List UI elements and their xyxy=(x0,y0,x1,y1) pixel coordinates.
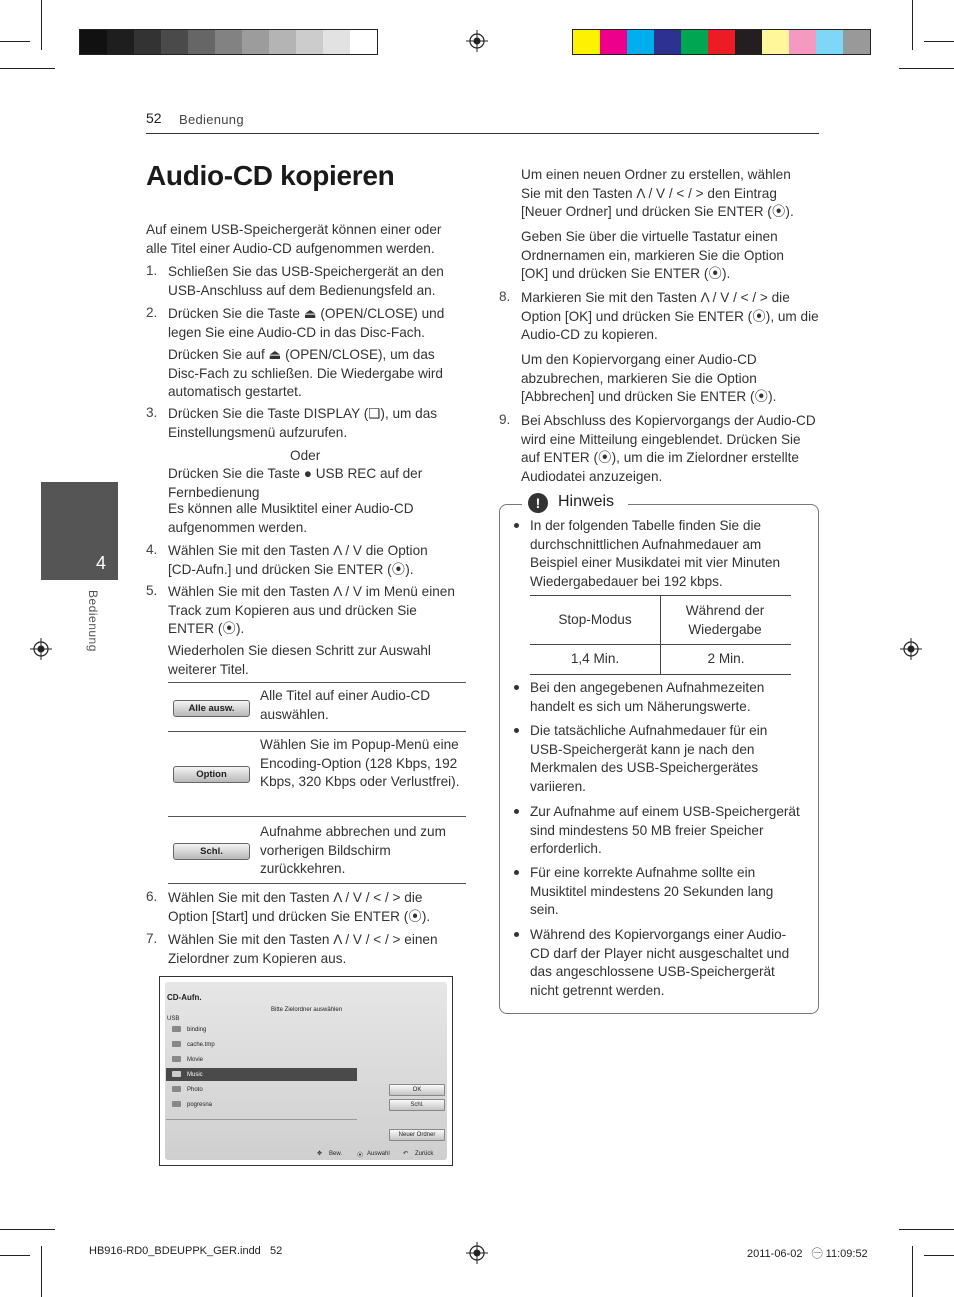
crop-mark xyxy=(0,68,55,69)
print-date: 2011-06-02 ㊀ 11:09:52 xyxy=(747,1248,868,1260)
chapter-number: 4 xyxy=(95,553,106,573)
folder-icon xyxy=(172,1071,181,1077)
step-subtext: Drücken Sie auf ⏏ (OPEN/CLOSE), um das Disc-Fach zu schließen. Die Wiedergabe wird automatisch gestartet. xyxy=(168,347,443,400)
step-number: 6. xyxy=(146,889,158,904)
registration-mark-icon xyxy=(466,1242,488,1264)
usb-root-label: USB xyxy=(167,1016,180,1022)
folder-item[interactable]: Photo xyxy=(187,1087,203,1093)
folder-icon xyxy=(172,1086,181,1092)
color-swatch xyxy=(600,30,627,54)
table-header: Stop-Modus xyxy=(558,612,632,627)
color-swatch xyxy=(80,30,107,54)
screenshot-panel xyxy=(165,982,447,1160)
color-swatch xyxy=(215,30,242,54)
bullet xyxy=(514,870,519,875)
option-row xyxy=(168,682,466,731)
enter-icon: ⦿ xyxy=(357,1153,364,1159)
step-number: 2. xyxy=(146,305,158,320)
step-text: Wählen Sie mit den Tasten Λ / V / < / > einen Zielordner zum Kopieren aus. xyxy=(168,932,438,966)
step-subtext: Geben Sie über die virtuelle Tastatur einen Ordnernamen ein, markieren Sie die Option [OK] und drücken Sie ENTER (⦿). xyxy=(521,229,784,282)
close-button[interactable]: Schl. xyxy=(389,1099,445,1111)
step-text: Schließen Sie das USB-Speichergerät an den USB-Anschluss auf dem Bedienungsfeld an. xyxy=(168,264,444,298)
table-cell: 1,4 Min. xyxy=(570,651,620,666)
color-swatch xyxy=(323,30,350,54)
back-hint: Zurück xyxy=(415,1151,434,1157)
chapter-tab xyxy=(41,482,118,580)
option-description: Alle Titel auf einer Audio-CD auswählen. xyxy=(260,688,431,722)
step-text: Drücken Sie die Taste DISPLAY (❑), um das Einstellungsmenü aufzurufen. xyxy=(168,406,438,440)
note-item: Während des Kopiervorgangs einer Audio-CD darf der Player nicht ausgeschaltet und das angeschlossene USB-Speichergerät nicht getrennt werden. xyxy=(530,927,790,998)
bullet xyxy=(514,523,519,528)
file-info: HB916-RD0_BDEUPPK_GER.indd 52 xyxy=(89,1245,283,1257)
color-swatch xyxy=(816,30,843,54)
folder-icon xyxy=(172,1026,181,1032)
color-swatch xyxy=(708,30,735,54)
color-swatch xyxy=(654,30,681,54)
folder-icon xyxy=(172,1041,181,1047)
step-text: Wählen Sie mit den Tasten Λ / V / < / > die Option [Start] und drücken Sie ENTER (⦿). xyxy=(168,890,431,924)
step-subtext: Wiederholen Sie diesen Schritt zur Auswahl weiterer Titel. xyxy=(168,643,431,677)
header-rule xyxy=(146,133,819,134)
color-swatch xyxy=(296,30,323,54)
bullet xyxy=(514,809,519,814)
crop-mark xyxy=(912,1246,913,1297)
crop-mark xyxy=(899,68,954,69)
folder-item[interactable]: Music xyxy=(187,1072,203,1078)
color-swatch xyxy=(188,30,215,54)
color-swatch xyxy=(573,30,600,54)
step-number: 9. xyxy=(499,412,511,427)
note-heading xyxy=(522,491,628,515)
select-all-button[interactable]: Alle ausw. xyxy=(173,700,250,717)
table-cell: 2 Min. xyxy=(707,651,745,666)
option-row xyxy=(168,816,466,884)
step-number: 3. xyxy=(146,405,158,420)
move-icon: ✥ xyxy=(317,1151,323,1157)
option-description: Aufnahme abbrechen und zum vorherigen Bildschirm zurückkehren. xyxy=(260,824,446,877)
close-button[interactable]: Schl. xyxy=(173,843,250,860)
intro-text: Auf einem USB-Speichergerät können einer oder alle Titel einer Audio-CD aufgenommen werden. xyxy=(146,222,442,256)
note-title: Hinweis xyxy=(558,493,615,510)
crop-mark xyxy=(924,41,954,42)
color-swatch xyxy=(269,30,296,54)
color-swatch xyxy=(762,30,789,54)
step-subtext: Um einen neuen Ordner zu erstellen, wählen Sie mit den Tasten Λ / V / < / > den Eintrag [Neuer Ordner] und drücken Sie ENTER (⦿). xyxy=(521,167,794,220)
registration-mark-icon xyxy=(900,638,922,660)
chapter-label: Bedienung xyxy=(86,590,100,652)
bullet xyxy=(514,932,519,937)
bullet xyxy=(514,728,519,733)
crop-mark xyxy=(41,1246,42,1297)
new-folder-button[interactable]: Neuer Ordner xyxy=(389,1129,445,1141)
crop-mark xyxy=(899,1229,954,1230)
page-title: Audio-CD kopieren xyxy=(146,160,395,191)
step-text: Drücken Sie die Taste ⏏ (OPEN/CLOSE) und legen Sie eine Audio-CD in das Disc-Fach. xyxy=(168,306,445,340)
crop-mark xyxy=(0,41,30,42)
screen-subtitle: Bitte Zielordner auswählen xyxy=(271,1007,343,1013)
folder-item[interactable]: binding xyxy=(187,1027,207,1033)
crop-mark xyxy=(924,1255,954,1256)
folder-item[interactable]: Movie xyxy=(187,1057,204,1063)
color-swatch xyxy=(789,30,816,54)
select-hint: Auswahl xyxy=(367,1151,390,1157)
step-number: 7. xyxy=(146,931,158,946)
color-swatch xyxy=(681,30,708,54)
color-swatch xyxy=(350,30,377,54)
step-text: Bei Abschluss des Kopiervorgangs der Audio-CD wird eine Mitteilung eingeblendet. Drücken Sie auf ENTER (⦿), um die im Zielordner erstellte Audiodatei anzuzeigen. xyxy=(521,413,816,484)
step-number: 8. xyxy=(499,289,511,304)
folder-item[interactable]: pogresna xyxy=(187,1102,213,1108)
crop-mark xyxy=(912,0,913,50)
warning-icon: ! xyxy=(528,493,548,513)
move-hint: Bew. xyxy=(329,1151,343,1157)
color-swatch xyxy=(242,30,269,54)
color-swatch xyxy=(843,30,870,54)
grayscale-bar xyxy=(79,29,378,55)
step-subtext: Um den Kopiervorgang einer Audio-CD abzubrechen, markieren Sie die Option [Abbrechen] und drücken Sie ENTER (⦿). xyxy=(521,352,777,405)
step-number: 1. xyxy=(146,263,158,278)
crop-mark xyxy=(0,1255,30,1256)
table-header: Während der Wiedergabe xyxy=(685,603,765,637)
folder-icon xyxy=(172,1056,181,1062)
cd-copy-screenshot xyxy=(159,976,453,1166)
screen-title: CD-Aufn. xyxy=(167,993,202,1002)
color-swatch xyxy=(107,30,134,54)
step-subtext: Es können alle Musiktitel einer Audio-CD aufgenommen werden. xyxy=(168,501,414,535)
color-swatch xyxy=(134,30,161,54)
step-number: 5. xyxy=(146,583,158,598)
or-text: Oder xyxy=(290,448,321,463)
page-number: 52 xyxy=(146,110,162,126)
duration-table xyxy=(530,595,791,675)
step-text: Wählen Sie mit den Tasten Λ / V die Option [CD-Aufn.] und drücken Sie ENTER (⦿). xyxy=(168,543,428,577)
crop-mark xyxy=(41,0,42,50)
ok-button[interactable]: OK xyxy=(389,1084,445,1096)
step-subtext: Drücken Sie die Taste ● USB REC auf der Fernbedienung xyxy=(168,466,423,500)
note-item: Die tatsächliche Aufnahmedauer für ein USB-Speichergerät kann je nach den Merkmalen des USB-Speichergerätes variieren. xyxy=(530,723,768,794)
step-text: Markieren Sie mit den Tasten Λ / V / < / > die Option [OK] und drücken Sie ENTER (⦿), um die Audio-CD zu kopieren. xyxy=(521,290,819,343)
folder-icon xyxy=(172,1101,181,1107)
section-header: Bedienung xyxy=(179,112,244,127)
crop-mark xyxy=(0,1229,55,1230)
color-swatch xyxy=(735,30,762,54)
step-text: Wählen Sie mit den Tasten Λ / V im Menü einen Track zum Kopieren aus und drücken Sie ENTER (⦿). xyxy=(168,584,455,637)
folder-item[interactable]: cache.tmp xyxy=(187,1042,215,1048)
back-icon: ↶ xyxy=(403,1151,409,1157)
note-item: Für eine korrekte Aufnahme sollte ein Musiktitel mindestens 20 Sekunden lang sein. xyxy=(530,865,774,918)
note-item: Zur Aufnahme auf einem USB-Speichergerät sind mindestens 50 MB freier Speicher erforderlich. xyxy=(530,804,800,857)
color-swatch xyxy=(627,30,654,54)
bullet xyxy=(514,685,519,690)
step-number: 4. xyxy=(146,542,158,557)
option-button[interactable]: Option xyxy=(173,766,250,783)
note-item: Bei den angegebenen Aufnahmezeiten handelt es sich um Näherungswerte. xyxy=(530,680,765,714)
color-bar xyxy=(572,29,871,55)
note-item: In der folgenden Tabelle finden Sie die durchschnittlichen Aufnahmedauer am Beispiel einer Musikdatei mit vier Minuten Wiedergabedauer bei 192 kbps. xyxy=(530,518,781,589)
color-swatch xyxy=(161,30,188,54)
option-description: Wählen Sie im Popup-Menü eine Encoding-Option (128 Kbps, 192 Kbps, 320 Kbps oder Verlustfrei). xyxy=(260,737,460,790)
option-row xyxy=(168,731,466,816)
registration-mark-icon xyxy=(466,30,488,52)
registration-mark-icon xyxy=(30,638,52,660)
